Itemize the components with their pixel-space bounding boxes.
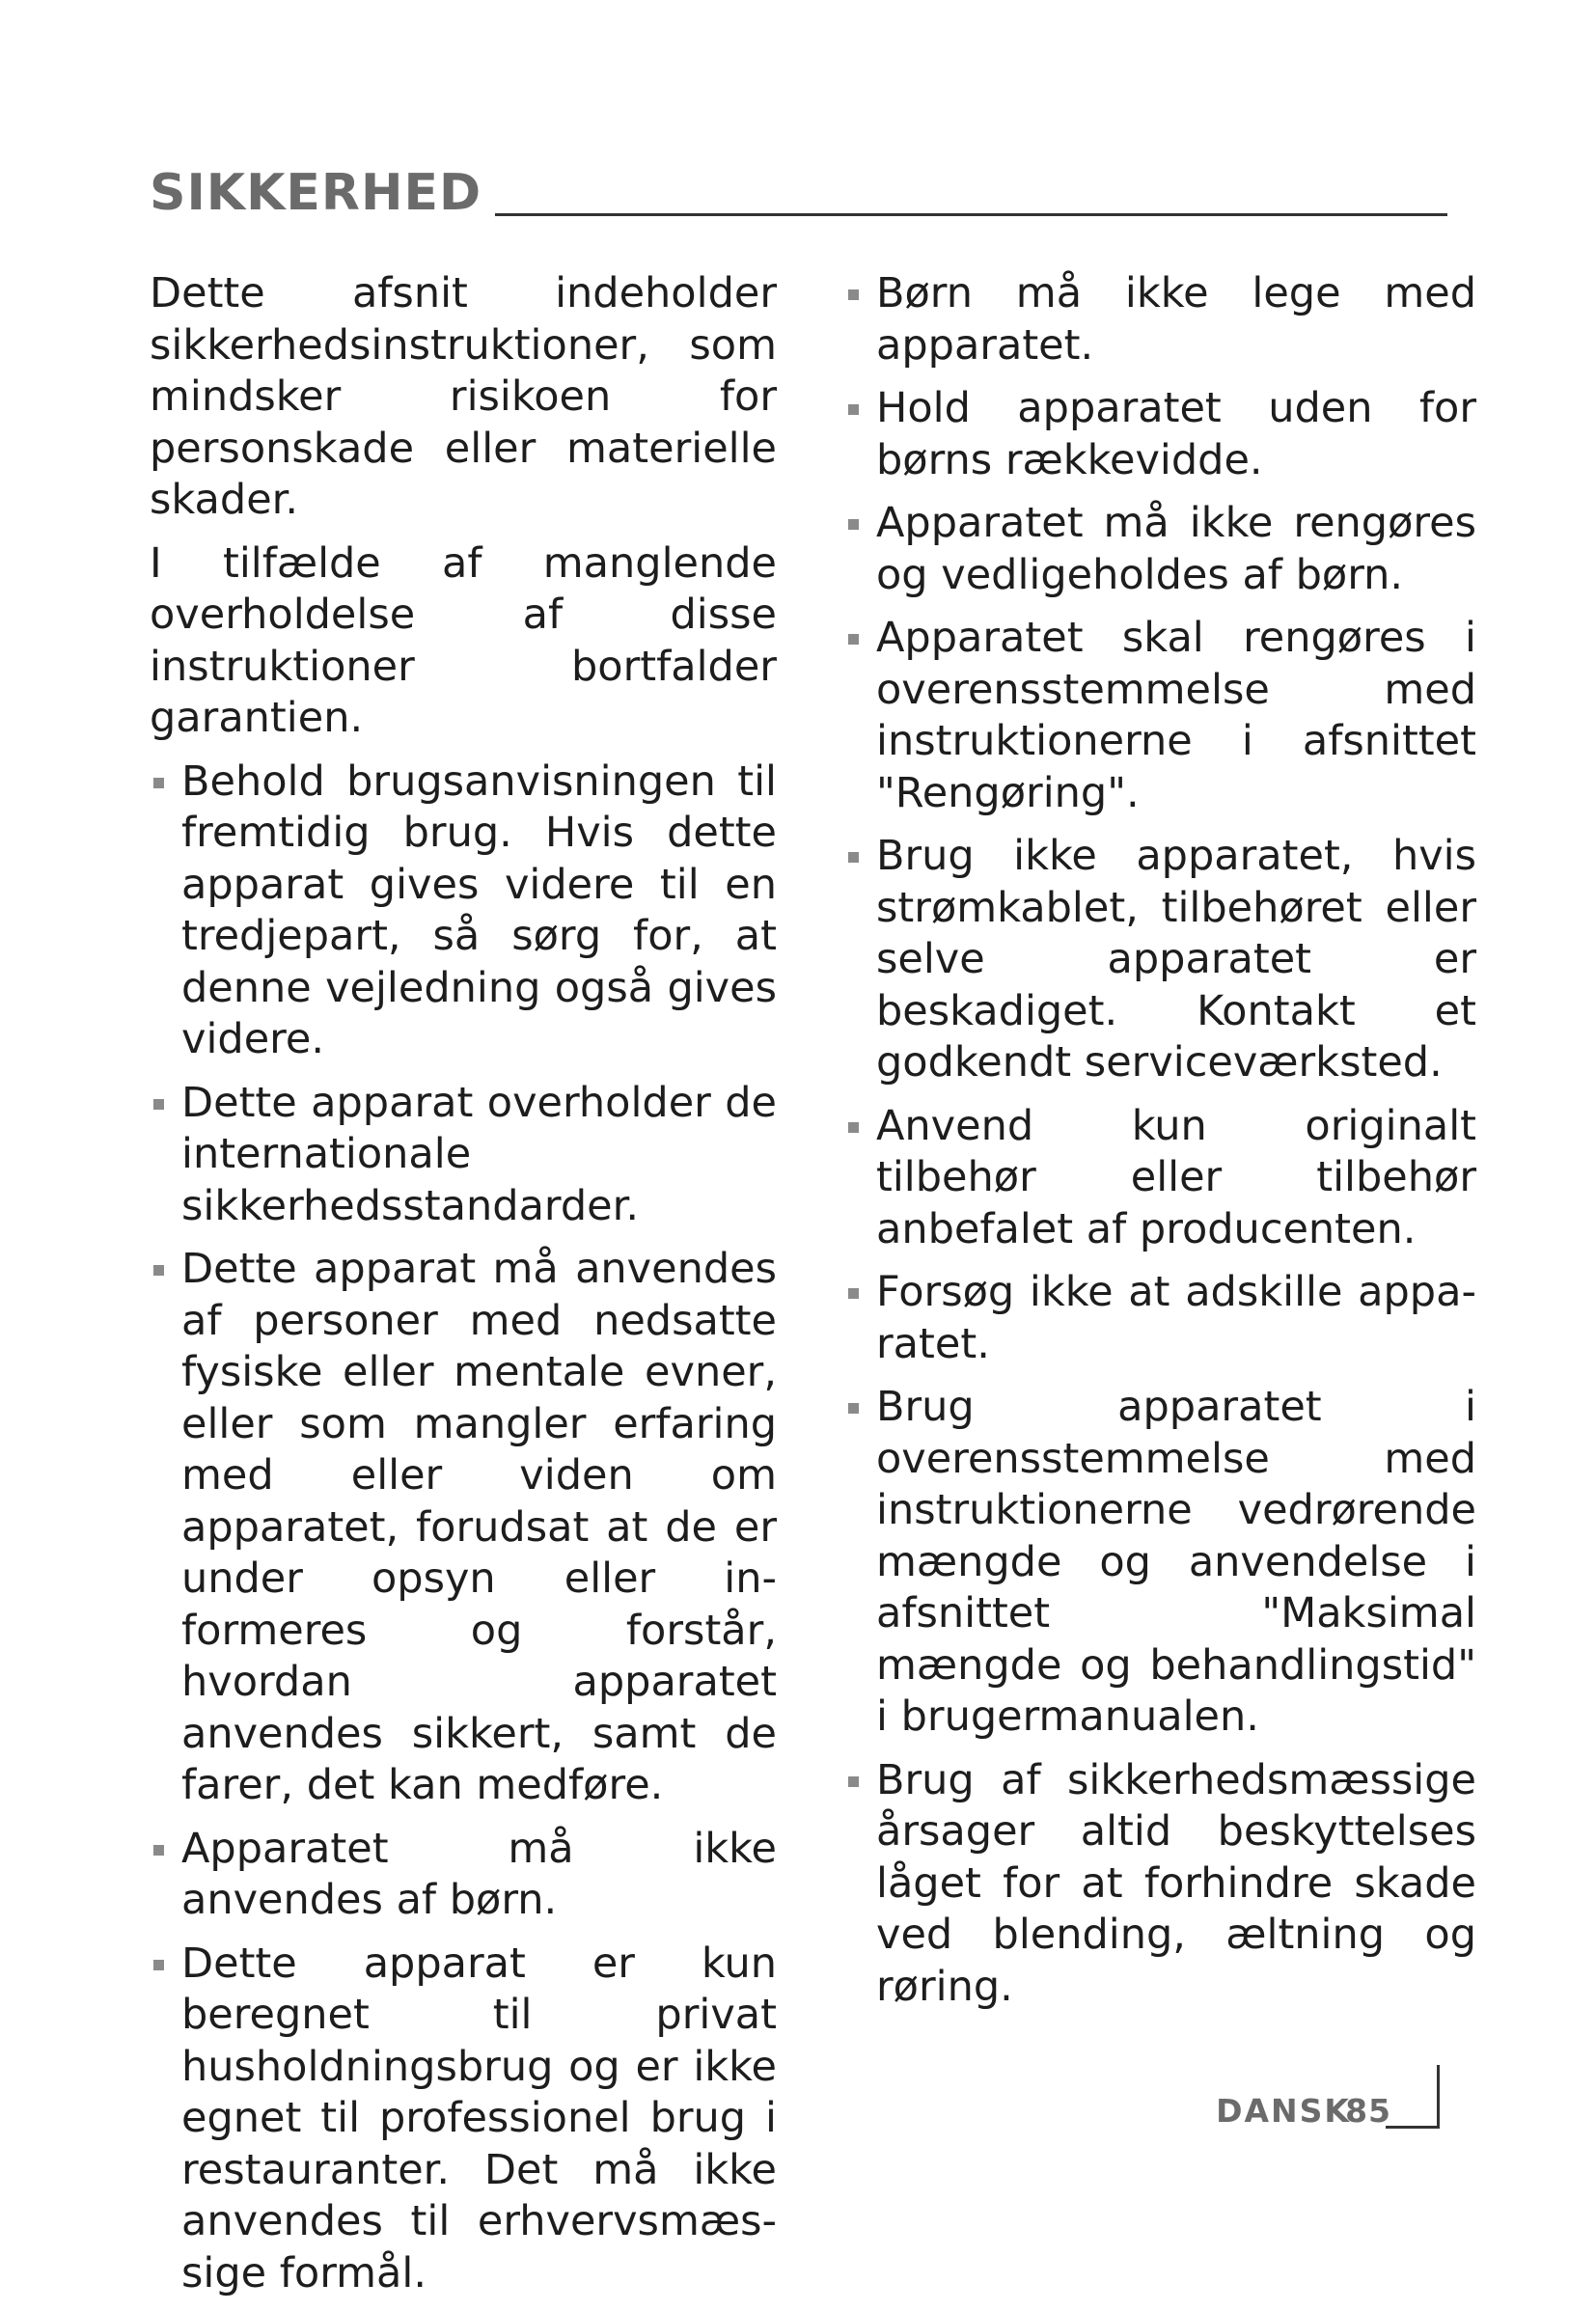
safety-item (844, 1755, 1476, 2014)
bullet-square-icon (848, 634, 859, 645)
header-rule (495, 213, 1447, 216)
bullet-square-icon (153, 1265, 164, 1276)
bullet-square-icon (848, 519, 859, 530)
safety-item (844, 1101, 1476, 1256)
corner-bracket-vertical (1437, 2065, 1440, 2129)
left-column (150, 268, 777, 2311)
safety-item (150, 1078, 777, 1233)
safety-item (844, 613, 1476, 819)
safety-item (844, 268, 1476, 371)
safety-item (150, 1244, 777, 1812)
left-safety-list (150, 757, 777, 2300)
safety-item-text: Apparatet skal rengøres i overensstemmelse med instruktionerne i afsnittet "Rengøring". (876, 614, 1476, 817)
section-header (150, 162, 1447, 230)
section-title: SIKKERHED (150, 164, 482, 222)
safety-item-text: Hold apparatet uden for børns rækkevidde. (876, 384, 1476, 484)
bullet-square-icon (848, 1122, 859, 1133)
safety-item (150, 757, 777, 1066)
safety-item-text: Dette apparat overholder de internationale sikkerhedsstandarder. (181, 1078, 777, 1230)
page-footer (1158, 2065, 1467, 2161)
safety-item-text: Dette apparat er kun beregnet til privat husholdningsbrug og er ikke egnet til professionel brug i restauranter. Det må ikke anvendes til erhvervsmæssige formål. (181, 1939, 777, 2297)
corner-bracket-horizontal (1386, 2126, 1440, 2129)
bullet-square-icon (153, 1099, 164, 1110)
safety-item-text: Forsøg ikke at adskille apparatet. (876, 1268, 1476, 1368)
bullet-square-icon (153, 778, 164, 788)
safety-item (844, 1267, 1476, 1370)
intro-paragraph: Dette afsnit indeholder sikkerhedsinstruktioner, som mindsker risikoen for personskade eller materielle skader. (150, 269, 777, 524)
safety-item-text: Apparatet må ikke anvendes af børn. (181, 1824, 777, 1924)
safety-item-text: Brug af sikkerhedsmæssige årsager altid beskyttelses låget for at forhindre skade ved blending, æltning og røring. (876, 1755, 1476, 2011)
safety-item (844, 383, 1476, 486)
safety-item-text: Anvend kun originalt tilbehør eller tilbehør anbefalet af producenten. (876, 1101, 1476, 1253)
warranty-paragraph: I tilfælde af manglende overholdelse af disse instruktioner bortfalder garantien. (150, 538, 777, 742)
safety-item (150, 1939, 777, 2300)
safety-item-text: Brug ikke apparatet, hvis strømkablet, tilbehøret eller selve apparatet er beskadiget. Kontakt et godkendt serviceværksted. (876, 832, 1476, 1087)
bullet-square-icon (153, 1845, 164, 1856)
footer-language: DANSK (1216, 2092, 1351, 2130)
safety-item (844, 1382, 1476, 1744)
bullet-square-icon (153, 1960, 164, 1970)
safety-item-text: Behold brugsanvisningen til fremtidig brug. Hvis dette apparat gives videre til en tredjepart, så sørg for, at denne vejledning også gives videre. (181, 757, 777, 1063)
bullet-square-icon (848, 1403, 859, 1414)
page-number: 85 (1345, 2092, 1391, 2130)
bullet-square-icon (848, 852, 859, 863)
safety-item (844, 831, 1476, 1089)
safety-item (150, 1824, 777, 1927)
right-safety-list (844, 268, 1476, 2013)
safety-item-text: Børn må ikke lege med apparatet. (876, 269, 1476, 370)
safety-item-text: Dette apparat må anvendes af personer med nedsatte fysiske eller mentale evner, eller som mangler erfaring med eller viden om apparatet, forudsat at de er under opsyn eller informeres og forstår, hvordan apparatet anvendes sikkert, samt de farer, det kan medføre. (181, 1245, 777, 1809)
bullet-square-icon (848, 1288, 859, 1299)
right-column (844, 268, 1476, 2024)
bullet-square-icon (848, 289, 859, 300)
bullet-square-icon (848, 404, 859, 415)
safety-item (844, 498, 1476, 601)
bullet-square-icon (848, 1776, 859, 1787)
safety-item-text: Brug apparatet i overensstemmelse med instruktionerne vedrørende mængde og anvendelse i afsnittet "Maksimal mængde og behandlingstid" i brugermanualen. (876, 1383, 1476, 1741)
safety-item-text: Apparatet må ikke rengøres og vedligeholdes af børn. (876, 499, 1476, 599)
